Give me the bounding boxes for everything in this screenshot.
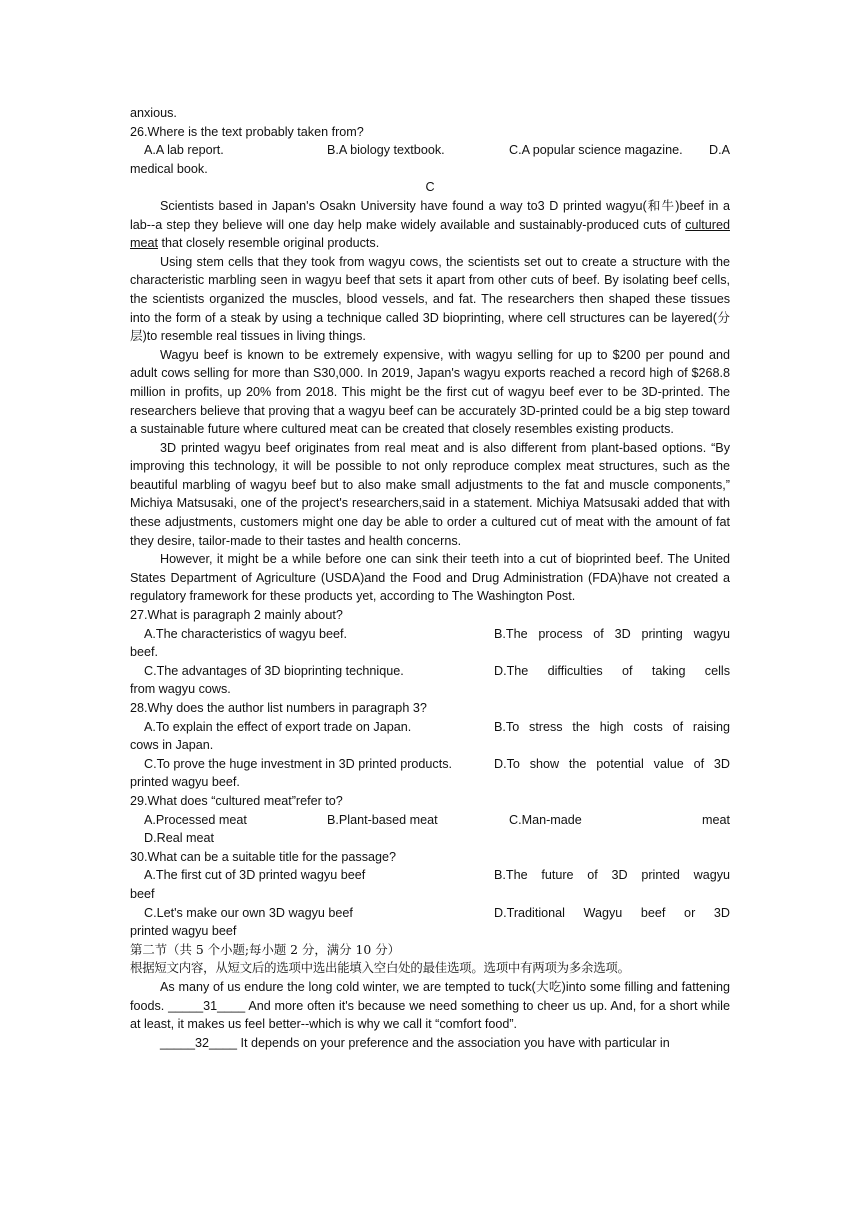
para1-text-3: that closely resemble original products. <box>158 236 380 251</box>
passage-paragraph-2 <box>130 253 730 346</box>
question-30-row-2 <box>130 904 730 923</box>
option-27-b-continued: beef. <box>130 645 159 660</box>
option-29-d: D.Real meat <box>144 831 214 846</box>
passage-paragraph-7: _____32____ It depends on your preference and the association you have with particular in <box>160 1035 670 1050</box>
option-26-b: B.A biology textbook. <box>327 143 445 158</box>
section-2-heading: 第二节（共 5 个小题;每小题 2 分，满分 10 分） <box>130 941 400 957</box>
option-29-c-word: meat <box>702 812 730 827</box>
option-29-c: C.Man-made <box>509 812 582 827</box>
question-27: 27.What is paragraph 2 mainly about? <box>130 608 343 623</box>
option-29-b: B.Plant-based meat <box>327 812 438 827</box>
option-26-c: C.A popular science magazine. <box>509 143 683 158</box>
option-30-d: D.Traditional Wagyu beef or 3D <box>494 905 730 920</box>
option-26-d-continued: medical book. <box>130 161 208 176</box>
para1-text-1: Scientists based in Japan's Osakn University have found a way to3 D printed wagyu( <box>160 198 647 213</box>
para6-text-1: As many of us endure the long cold winter, we are tempted to tuck( <box>160 979 536 994</box>
section-2-instruction: 根据短文内容，从短文后的选项中选出能填入空白处的最佳选项。选项中有两项为多余选项。 <box>130 960 630 976</box>
para1-text-2: )beef in a lab--a step they believe will one day help make widely available and sustainably-produced cuts of <box>130 198 731 232</box>
para2-text-2: )to resemble real tissues in living things. <box>142 329 366 344</box>
section-letter: C <box>425 180 435 195</box>
option-27-a: A.The characteristics of wagyu beef. <box>144 626 347 641</box>
option-27-c: C.The advantages of 3D bioprinting technique. <box>144 663 404 678</box>
question-27-row-2 <box>130 662 730 681</box>
option-28-c: C.To prove the huge investment in 3D printed products. <box>144 756 453 771</box>
question-27-row-1 <box>130 625 730 644</box>
para6-cjk-gloss: 大吃 <box>535 978 562 994</box>
passage-paragraph-6 <box>130 978 730 1034</box>
option-27-d: D.The difficulties of taking cells <box>494 663 730 678</box>
option-30-a: A.The first cut of 3D printed wagyu beef <box>144 868 366 883</box>
question-26: 26.Where is the text probably taken from? <box>130 124 364 139</box>
option-26-a: A.A lab report. <box>144 143 224 158</box>
question-29-options-row-2 <box>130 829 730 848</box>
para2-cjk-gloss: 分层 <box>130 309 731 344</box>
question-26-options <box>130 141 730 160</box>
option-28-a: A.To explain the effect of export trade on Japan. <box>144 719 412 734</box>
para6-text-2: )into some filling and fattening foods. _____31____ And more often it's because we need something to cheer us up. And, for a short while at least, it makes us feel better--which is why we call it “comfort food”. <box>130 979 731 1032</box>
exam-page <box>130 104 730 1052</box>
option-27-d-continued: from wagyu cows. <box>130 682 231 697</box>
option-30-b-continued: beef <box>130 886 155 901</box>
option-30-b: B.The future of 3D printed wagyu <box>494 868 730 883</box>
option-28-d: D.To show the potential value of 3D <box>494 756 730 771</box>
continued-text: anxious. <box>130 106 177 120</box>
passage-paragraph-4: 3D printed wagyu beef originates from real meat and is also different from plant-based options. “By improving this technology, it will be possible to not only reproduce complex meat structures, such as the beautiful marbling of wagyu beef but to also make small adjustments to the fat and muscle components,” Michiya Matsusaki, one of the project's researchers,said in a statement. Michiya Matsusaki added that with these adjustments, customers might one day be able to order a cultured cut of meat with the amount of fat they desire, tailor-made to their tastes and health concerns. <box>130 440 730 548</box>
option-30-d-continued: printed wagyu beef <box>130 924 237 939</box>
question-29: 29.What does “cultured meat”refer to? <box>130 793 343 808</box>
option-30-c: C.Let's make our own 3D wagyu beef <box>144 905 353 920</box>
question-30: 30.What can be a suitable title for the passage? <box>130 849 397 864</box>
question-28-row-2 <box>130 755 730 774</box>
option-26-d: D.A <box>709 143 730 158</box>
option-28-b-continued: cows in Japan. <box>130 738 214 753</box>
question-30-row-1 <box>130 866 730 885</box>
passage-paragraph-5: However, it might be a while before one can sink their teeth into a cut of bioprinted beef. The United States Department of Agriculture (USDA)and the Food and Drug Administration (FDA)have not created a regulatory framework for these products yet, according to The Washington Post. <box>130 552 730 604</box>
question-29-options <box>130 811 730 830</box>
option-27-b: B.The process of 3D printing wagyu <box>494 626 730 641</box>
para2-text-1: Using stem cells that they took from wagyu cows, the scientists set out to create a structure with the characteristic marbling seen in wagyu beef that sets it apart from other cuts of beef. By isolating beef cells, the scientists organized the muscles, blood vessels, and fat. The researchers then shaped these tissues into the form of a steak by using a technique called 3D bioprinting, where cell structures can be layered( <box>130 254 730 325</box>
para1-cjk-gloss: 和牛 <box>646 197 676 213</box>
passage-paragraph-3: Wagyu beef is known to be extremely expensive, with wagyu selling for up to $200 per pound and adult cows selling for more than S30,000. In 2019, Japan's wagyu exports reached a record high of $268.8 million in profits, up 20% from 2018. This might be the first cut of wagyu beef ever to be 3D-printed. The researchers believe that proving that a wagyu beef can be accurately 3D-printed could be a big step toward a sustainable future where cultured meat can be created that closely resembles existing products. <box>130 347 730 437</box>
question-28: 28.Why does the author list numbers in paragraph 3? <box>130 701 427 715</box>
option-28-d-continued: printed wagyu beef. <box>130 775 240 790</box>
option-29-a: A.Processed meat <box>144 812 247 827</box>
question-28-row-1 <box>130 718 730 737</box>
underlined-phrase: cultured meat <box>130 217 730 251</box>
option-28-b: B.To stress the high costs of raising <box>494 719 730 734</box>
passage-paragraph-1 <box>130 197 730 253</box>
